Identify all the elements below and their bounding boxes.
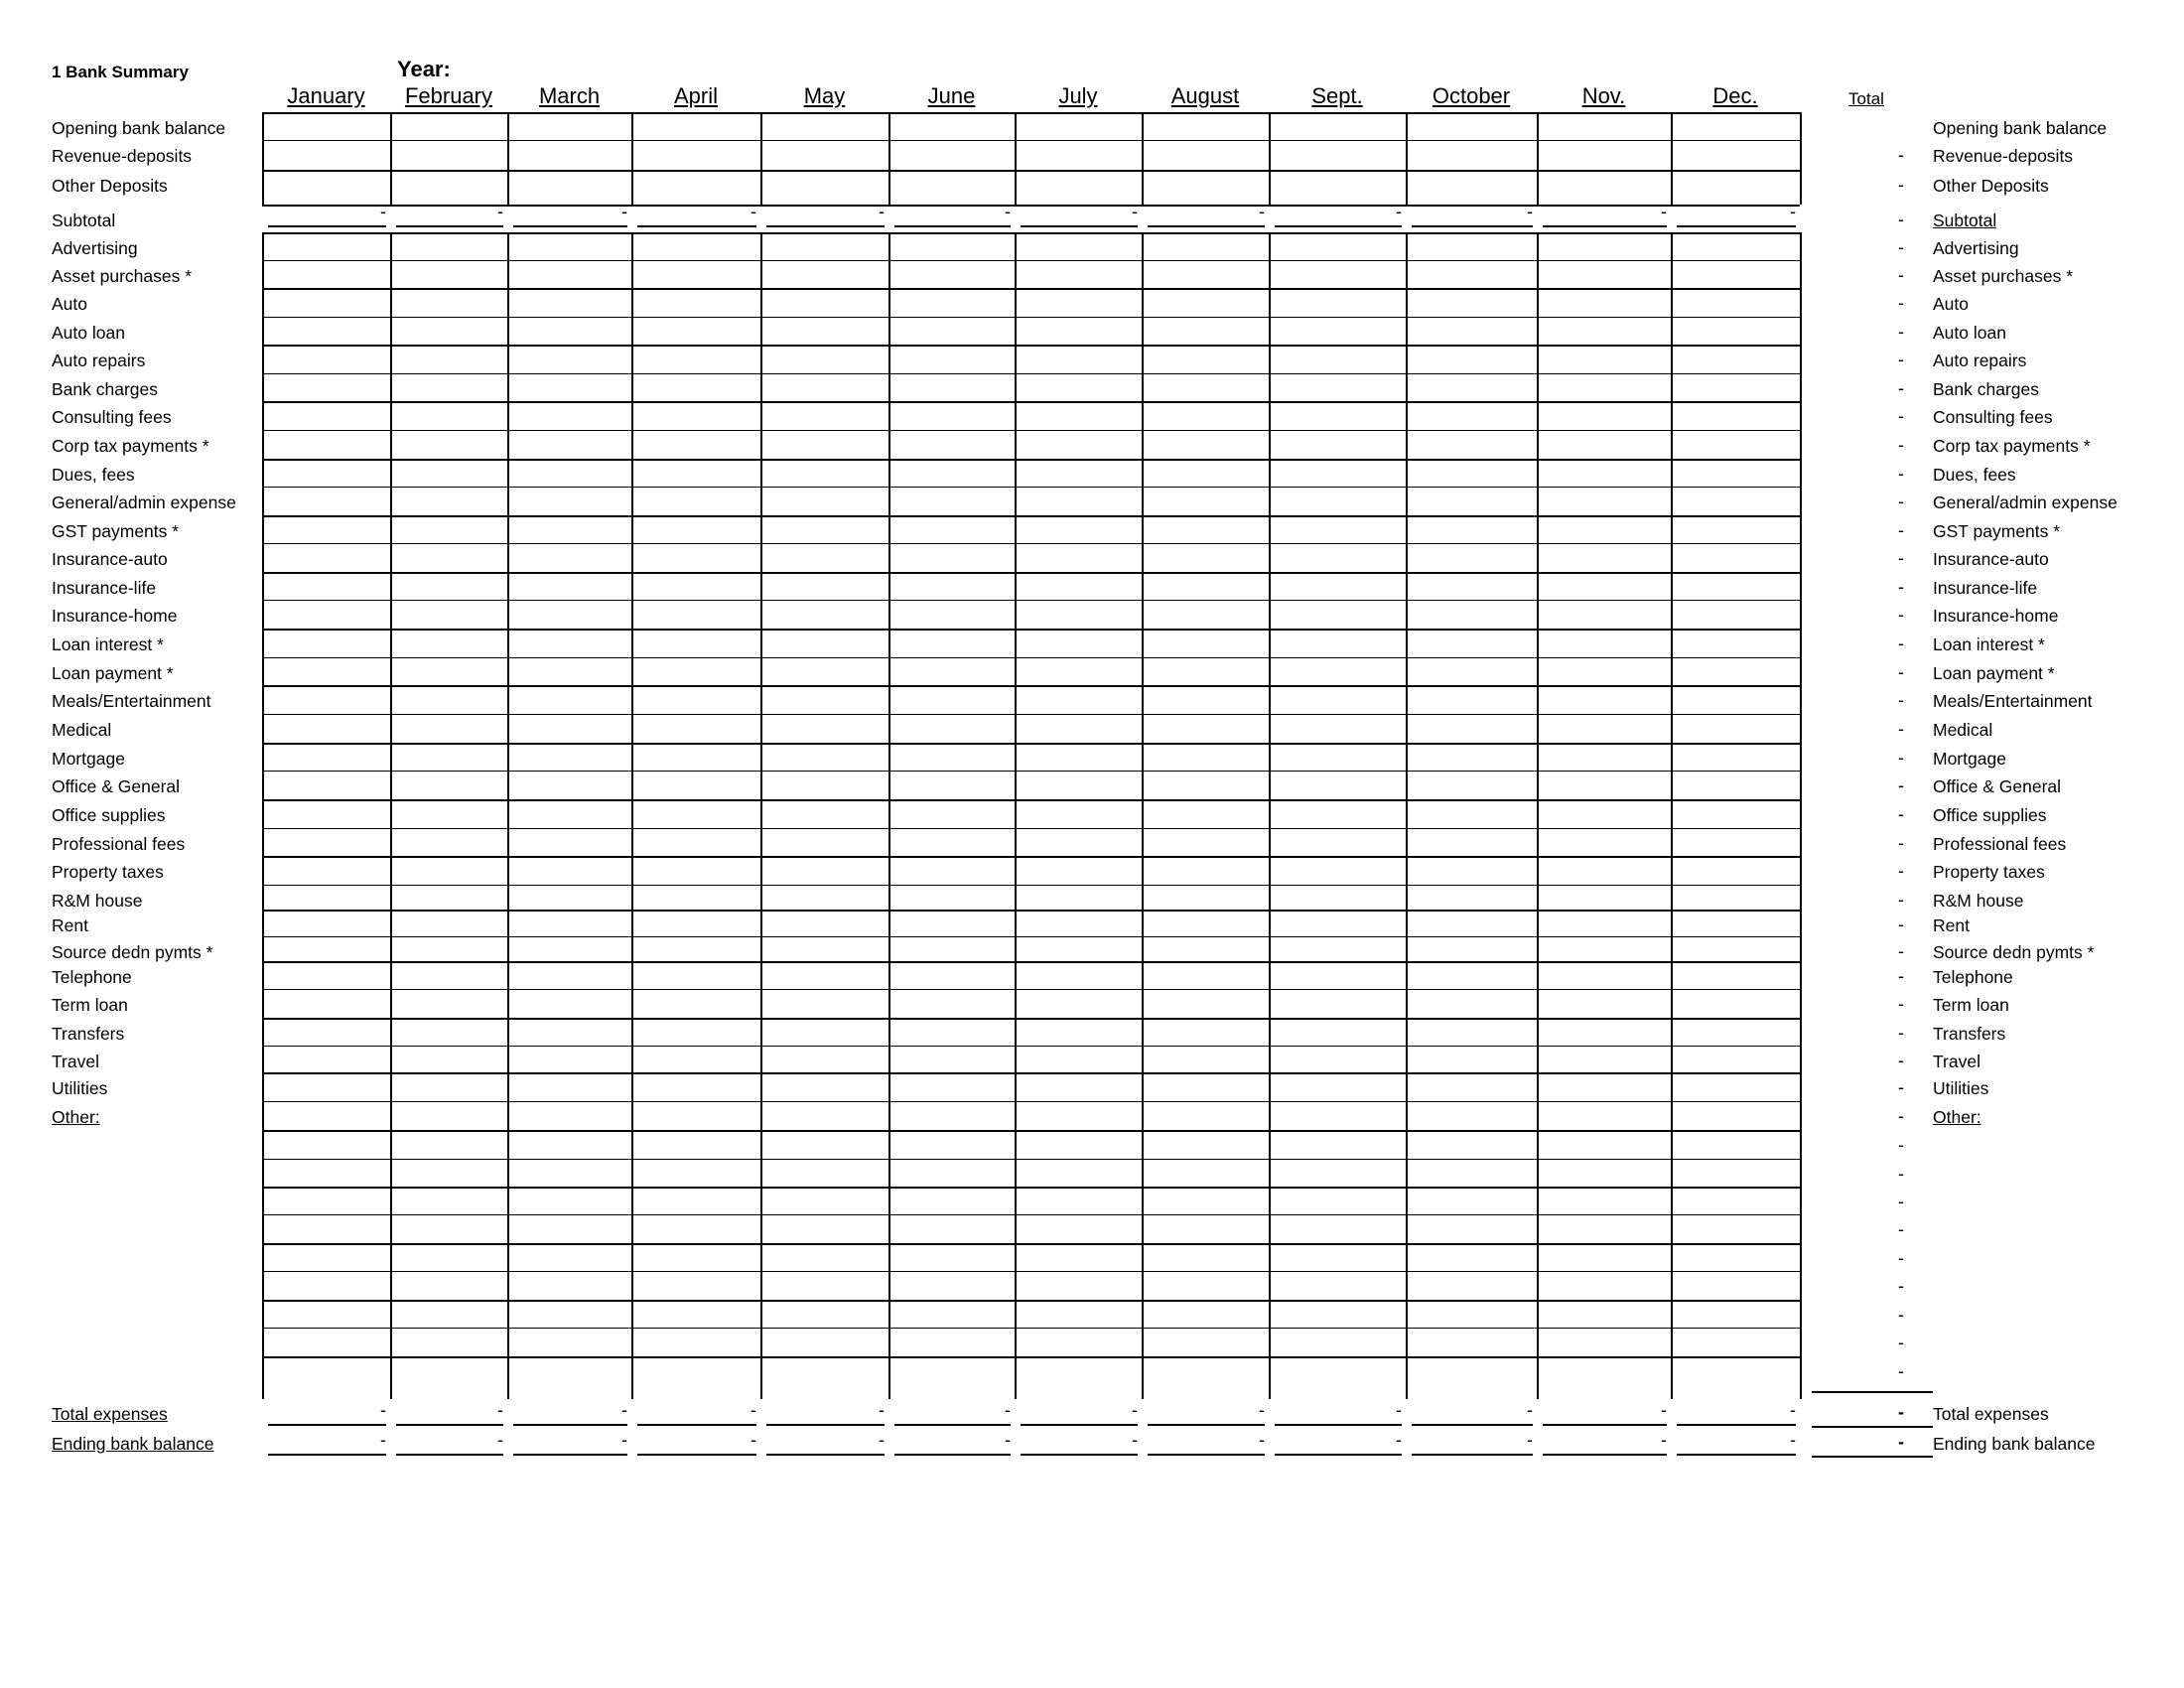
total-expenses-underline — [766, 1424, 885, 1426]
right-row-label: Professional fees — [1933, 834, 2067, 854]
grid-line — [262, 1243, 1800, 1245]
grid-line — [1671, 232, 1673, 1399]
subtotal-month-value: - — [1396, 202, 1402, 221]
subtotal-month-value: - — [380, 202, 386, 221]
row-label: Medical — [52, 720, 112, 740]
ending-balance-month-value: - — [751, 1430, 756, 1450]
row-label: Opening bank balance — [52, 118, 226, 138]
row-total: - — [1898, 1051, 1904, 1070]
row-total: - — [1898, 775, 1904, 795]
ending-balance-underline — [1677, 1454, 1796, 1456]
subtotal-underline — [1543, 225, 1667, 227]
right-row-label: Asset purchases * — [1933, 266, 2074, 286]
grid-line — [262, 856, 1800, 858]
right-row-label: Utilities — [1933, 1078, 1989, 1098]
ending-balance-underline — [396, 1454, 503, 1456]
row-label: Subtotal — [52, 211, 116, 230]
month-header: July — [1058, 83, 1098, 108]
row-label: Office & General — [52, 776, 181, 796]
ending-balance-month-value: - — [1132, 1430, 1138, 1450]
subtotal-underline — [513, 225, 627, 227]
grid-line — [631, 112, 633, 205]
month-header: Sept. — [1311, 83, 1363, 108]
total-expenses-underline — [1275, 1424, 1402, 1426]
total-expenses-underline — [1543, 1424, 1667, 1426]
ending-balance-underline — [268, 1454, 386, 1456]
right-row-label: Telephone — [1933, 967, 2013, 987]
row-label: Insurance-life — [52, 578, 157, 598]
row-total: - — [1898, 914, 1904, 934]
grid-line — [262, 401, 1800, 403]
grid-line — [262, 572, 1800, 574]
grid-line — [262, 1101, 1800, 1102]
month-header: June — [927, 83, 976, 108]
ending-balance-right-label: Ending bank balance — [1933, 1434, 2096, 1454]
row-label: Term loan — [52, 995, 128, 1015]
row-total: - — [1898, 520, 1904, 540]
ending-balance-total: - — [1898, 1432, 1904, 1452]
row-label: Rent — [52, 915, 88, 935]
row-label: Consulting fees — [52, 407, 172, 427]
ending-balance-total-underline — [1812, 1456, 1933, 1458]
ending-balance-month-value: - — [879, 1430, 885, 1450]
row-label: Transfers — [52, 1024, 125, 1044]
row-total: - — [1898, 492, 1904, 511]
subtotal-underline — [766, 225, 885, 227]
subtotal-month-value: - — [1132, 202, 1138, 221]
right-row-label: Loan payment * — [1933, 663, 2055, 683]
right-row-label: Other: — [1933, 1107, 1981, 1127]
total-expenses-month-value: - — [1005, 1400, 1011, 1420]
ending-balance-month-value: - — [1259, 1430, 1265, 1450]
subtotal-month-value: - — [879, 202, 885, 221]
right-row-label: Auto — [1933, 294, 1969, 314]
row-total: - — [1898, 804, 1904, 824]
grid-line — [262, 1018, 1800, 1020]
ending-balance-month-value: - — [621, 1430, 627, 1450]
row-label: Other: — [52, 1107, 100, 1127]
row-label: Travel — [52, 1052, 99, 1071]
grid-line — [760, 112, 762, 205]
ending-balance-month-value: - — [1005, 1430, 1011, 1450]
grid-line — [1671, 112, 1673, 205]
grid-line — [262, 600, 1800, 601]
grid-line — [262, 771, 1800, 772]
subtotal-underline — [268, 225, 386, 227]
ending-balance-underline — [1412, 1454, 1533, 1456]
row-total: - — [1898, 994, 1904, 1014]
total-expenses-underline — [894, 1424, 1011, 1426]
ending-balance-underline — [637, 1454, 756, 1456]
row-label: Auto loan — [52, 323, 125, 343]
subtotal-month-value: - — [621, 202, 627, 221]
right-row-label: Subtotal — [1933, 211, 1997, 230]
grid-line — [262, 910, 1800, 912]
subtotal-month-value: - — [1527, 202, 1533, 221]
total-expenses-label: Total expenses — [52, 1404, 168, 1424]
grid-line — [262, 1130, 1800, 1132]
right-row-label: Transfers — [1933, 1024, 2006, 1044]
grid-line — [262, 1300, 1800, 1302]
subtotal-month-value: - — [751, 202, 756, 221]
right-row-label: Consulting fees — [1933, 407, 2053, 427]
row-total: - — [1898, 1077, 1904, 1097]
total-expenses-month-value: - — [380, 1400, 386, 1420]
month-header: Dec. — [1712, 83, 1758, 108]
right-row-label: Insurance-auto — [1933, 549, 2049, 569]
row-total: - — [1898, 1023, 1904, 1043]
total-expenses-month-value: - — [1132, 1400, 1138, 1420]
right-row-label: R&M house — [1933, 891, 2024, 911]
grid-line — [390, 232, 392, 1399]
grid-line — [1537, 232, 1539, 1399]
right-row-label: Source dedn pymts * — [1933, 942, 2095, 962]
ending-balance-underline — [766, 1454, 885, 1456]
row-label: Utilities — [52, 1078, 108, 1098]
grid-line — [262, 1271, 1800, 1272]
subtotal-month-value: - — [1661, 202, 1667, 221]
right-row-label: Opening bank balance — [1933, 118, 2108, 138]
subtotal-month-value: - — [1005, 202, 1011, 221]
right-row-label: Revenue-deposits — [1933, 146, 2074, 166]
right-row-label: Office & General — [1933, 776, 2062, 796]
grid-line — [262, 1159, 1800, 1160]
ending-balance-label: Ending bank balance — [52, 1434, 214, 1454]
grid-line — [1142, 232, 1144, 1399]
total-expenses-underline — [1021, 1424, 1138, 1426]
subtotal-month-value: - — [1259, 202, 1265, 221]
row-total: - — [1898, 690, 1904, 710]
row-total: - — [1898, 577, 1904, 597]
row-total: - — [1898, 1164, 1904, 1184]
month-header: October — [1432, 83, 1511, 108]
row-total: - — [1898, 748, 1904, 768]
grid-line — [262, 345, 1800, 347]
row-label: Mortgage — [52, 749, 125, 769]
grid-line — [507, 112, 509, 205]
row-total: - — [1898, 966, 1904, 986]
month-header: January — [287, 83, 365, 108]
right-row-label: Corp tax payments * — [1933, 436, 2091, 456]
row-total: - — [1898, 548, 1904, 568]
row-label: R&M house — [52, 891, 143, 911]
right-row-label: General/admin expense — [1933, 492, 2117, 512]
grid-line — [262, 629, 1800, 631]
row-total: - — [1898, 145, 1904, 165]
grid-line — [1406, 112, 1408, 205]
total-expenses-underline — [396, 1424, 503, 1426]
grid-line — [1269, 232, 1271, 1399]
row-total: - — [1898, 1276, 1904, 1296]
right-row-label: Insurance-home — [1933, 606, 2059, 626]
ending-balance-month-value: - — [1396, 1430, 1402, 1450]
grid-line — [262, 487, 1800, 488]
row-total: - — [1898, 293, 1904, 313]
total-expenses-month-value: - — [751, 1400, 756, 1420]
ending-balance-underline — [894, 1454, 1011, 1456]
row-total: - — [1898, 210, 1904, 229]
subtotal-underline — [396, 225, 503, 227]
grid-line — [262, 112, 1800, 114]
row-total: - — [1898, 350, 1904, 369]
row-total: - — [1898, 719, 1904, 739]
right-row-label: Other Deposits — [1933, 176, 2049, 196]
subtotal-underline — [1148, 225, 1265, 227]
grid-line — [262, 657, 1800, 658]
row-total: - — [1898, 1361, 1904, 1381]
row-label: Source dedn pymts * — [52, 942, 213, 962]
month-header: March — [538, 83, 601, 108]
grid-line — [262, 317, 1800, 318]
subtotal-underline — [1275, 225, 1402, 227]
subtotal-underline — [1021, 225, 1138, 227]
subtotal-underline — [1677, 225, 1796, 227]
row-total: - — [1898, 1135, 1904, 1155]
subtotal-month-value: - — [497, 202, 503, 221]
grid-line — [1800, 232, 1802, 1399]
row-total: - — [1898, 265, 1904, 285]
grid-line — [262, 260, 1800, 261]
grid-line — [262, 1046, 1800, 1047]
row-label: General/admin expense — [52, 492, 236, 512]
ending-balance-underline — [1148, 1454, 1265, 1456]
row-total: - — [1898, 1305, 1904, 1325]
grid-line — [262, 459, 1800, 461]
total-expenses-right-label: Total expenses — [1933, 1404, 2049, 1424]
grid-line — [262, 515, 1800, 517]
row-label: Property taxes — [52, 862, 164, 882]
ending-balance-month-value: - — [1661, 1430, 1667, 1450]
row-total: - — [1898, 633, 1904, 653]
ending-balance-underline — [1275, 1454, 1402, 1456]
row-label: Loan payment * — [52, 663, 174, 683]
grid-line — [262, 799, 1800, 801]
right-row-label: Travel — [1933, 1052, 1980, 1071]
grid-line — [262, 936, 1800, 937]
grid-line — [262, 170, 1800, 172]
row-total: - — [1898, 1106, 1904, 1126]
grid-line — [888, 232, 890, 1399]
grid-line — [262, 989, 1800, 990]
row-total: - — [1898, 435, 1904, 455]
row-total: - — [1898, 464, 1904, 484]
row-total: - — [1898, 1333, 1904, 1352]
total-expenses-underline — [1148, 1424, 1265, 1426]
grid-line — [262, 1072, 1800, 1074]
total-expenses-underline — [1677, 1424, 1796, 1426]
grid-line — [1406, 232, 1408, 1399]
right-row-label: Auto repairs — [1933, 351, 2027, 370]
grid-line — [1537, 112, 1539, 205]
grid-line — [262, 885, 1800, 886]
right-row-label: Rent — [1933, 915, 1970, 935]
total-expenses-underline — [513, 1424, 627, 1426]
row-label: Insurance-home — [52, 606, 178, 626]
subtotal-underline — [894, 225, 1011, 227]
row-label: GST payments * — [52, 521, 180, 541]
row-label: Revenue-deposits — [52, 146, 193, 166]
right-row-label: Bank charges — [1933, 379, 2040, 399]
row-total: - — [1898, 175, 1904, 195]
row-total: - — [1898, 941, 1904, 961]
grid-line — [262, 232, 264, 1399]
month-header: April — [673, 83, 718, 108]
total-expenses-total-underline — [1812, 1426, 1933, 1428]
row-label: Meals/Entertainment — [52, 691, 211, 711]
grid-line — [262, 288, 1800, 290]
row-label: Corp tax payments * — [52, 436, 209, 456]
total-expenses-month-value: - — [1527, 1400, 1533, 1420]
grid-line — [760, 232, 762, 1399]
month-header: Nov. — [1581, 83, 1626, 108]
grid-line — [1015, 112, 1017, 205]
total-expenses-underline — [1412, 1424, 1533, 1426]
right-row-label: Office supplies — [1933, 805, 2047, 825]
right-row-label: Meals/Entertainment — [1933, 691, 2093, 711]
grid-line — [1269, 112, 1271, 205]
row-label: Loan interest * — [52, 634, 164, 654]
grid-line — [262, 685, 1800, 687]
month-header: May — [803, 83, 846, 108]
right-row-label: Loan interest * — [1933, 634, 2045, 654]
row-total: - — [1898, 833, 1904, 853]
row-label: Advertising — [52, 238, 138, 258]
right-row-label: Insurance-life — [1933, 578, 2038, 598]
right-row-label: Dues, fees — [1933, 465, 2016, 485]
row-total: - — [1898, 1248, 1904, 1268]
grid-line — [262, 1328, 1800, 1329]
ending-balance-month-value: - — [497, 1430, 503, 1450]
right-row-label: Term loan — [1933, 995, 2009, 1015]
total-expenses-month-value: - — [1790, 1400, 1796, 1420]
right-row-label: Property taxes — [1933, 862, 2045, 882]
total-header: Total — [1848, 89, 1884, 108]
ending-balance-underline — [513, 1454, 627, 1456]
grid-line — [1800, 112, 1802, 205]
ending-balance-month-value: - — [380, 1430, 386, 1450]
row-label: Other Deposits — [52, 176, 168, 196]
ending-balance-month-value: - — [1527, 1430, 1533, 1450]
right-row-label: Auto loan — [1933, 323, 2006, 343]
total-expenses-underline — [268, 1424, 386, 1426]
row-label: Bank charges — [52, 379, 159, 399]
right-row-label: Mortgage — [1933, 749, 2006, 769]
grid-line — [390, 112, 392, 205]
row-label: Insurance-auto — [52, 549, 168, 569]
row-label: Professional fees — [52, 834, 186, 854]
month-header: February — [404, 83, 493, 108]
grid-line — [1142, 112, 1144, 205]
total-expenses-total: - — [1898, 1402, 1904, 1422]
subtotal-underline — [637, 225, 756, 227]
grid-line — [507, 232, 509, 1399]
row-label: Office supplies — [52, 805, 166, 825]
row-total: - — [1898, 662, 1904, 682]
month-header: August — [1170, 83, 1240, 108]
row-total: - — [1898, 322, 1904, 342]
total-expenses-month-value: - — [497, 1400, 503, 1420]
row-total: - — [1898, 378, 1904, 398]
right-row-label: Advertising — [1933, 238, 2019, 258]
row-label: Auto repairs — [52, 351, 146, 370]
row-label: Asset purchases * — [52, 266, 193, 286]
row-total: - — [1898, 1219, 1904, 1239]
grid-line — [262, 430, 1800, 431]
grid-line — [262, 543, 1800, 544]
total-expenses-month-value: - — [621, 1400, 627, 1420]
row-total: - — [1898, 890, 1904, 910]
total-expenses-month-value: - — [1259, 1400, 1265, 1420]
grid-line — [262, 1214, 1800, 1215]
ending-balance-underline — [1543, 1454, 1667, 1456]
right-row-label: Medical — [1933, 720, 1993, 740]
ending-balance-underline — [1021, 1454, 1138, 1456]
grid-line — [262, 112, 264, 205]
row-label: Auto — [52, 294, 87, 314]
row-total: - — [1898, 237, 1904, 257]
grid-line — [262, 373, 1800, 374]
row-total: - — [1898, 1192, 1904, 1211]
grid-line — [888, 112, 890, 205]
grid-line — [631, 232, 633, 1399]
row-total: - — [1898, 861, 1904, 881]
grid-line — [1015, 232, 1017, 1399]
row-label: Telephone — [52, 967, 132, 987]
total-expenses-month-value: - — [1661, 1400, 1667, 1420]
grid-line — [262, 1356, 1800, 1358]
subtotal-underline — [1412, 225, 1533, 227]
total-expenses-underline — [637, 1424, 756, 1426]
grid-line — [262, 714, 1800, 715]
grid-line — [262, 961, 1800, 963]
total-expenses-month-value: - — [1396, 1400, 1402, 1420]
grid-line — [262, 828, 1800, 829]
subtotal-month-value: - — [1790, 202, 1796, 221]
row-label: Dues, fees — [52, 465, 135, 485]
grid-line — [262, 140, 1800, 141]
year-label: Year: — [397, 57, 451, 81]
total-column-rule — [1812, 1391, 1933, 1393]
right-row-label: GST payments * — [1933, 521, 2061, 541]
grid-line — [262, 743, 1800, 745]
row-total: - — [1898, 605, 1904, 625]
sheet-title: 1 Bank Summary — [52, 63, 189, 81]
ending-balance-month-value: - — [1790, 1430, 1796, 1450]
total-expenses-month-value: - — [879, 1400, 885, 1420]
row-total: - — [1898, 406, 1904, 426]
grid-line — [262, 1187, 1800, 1189]
grid-line — [262, 232, 1800, 234]
